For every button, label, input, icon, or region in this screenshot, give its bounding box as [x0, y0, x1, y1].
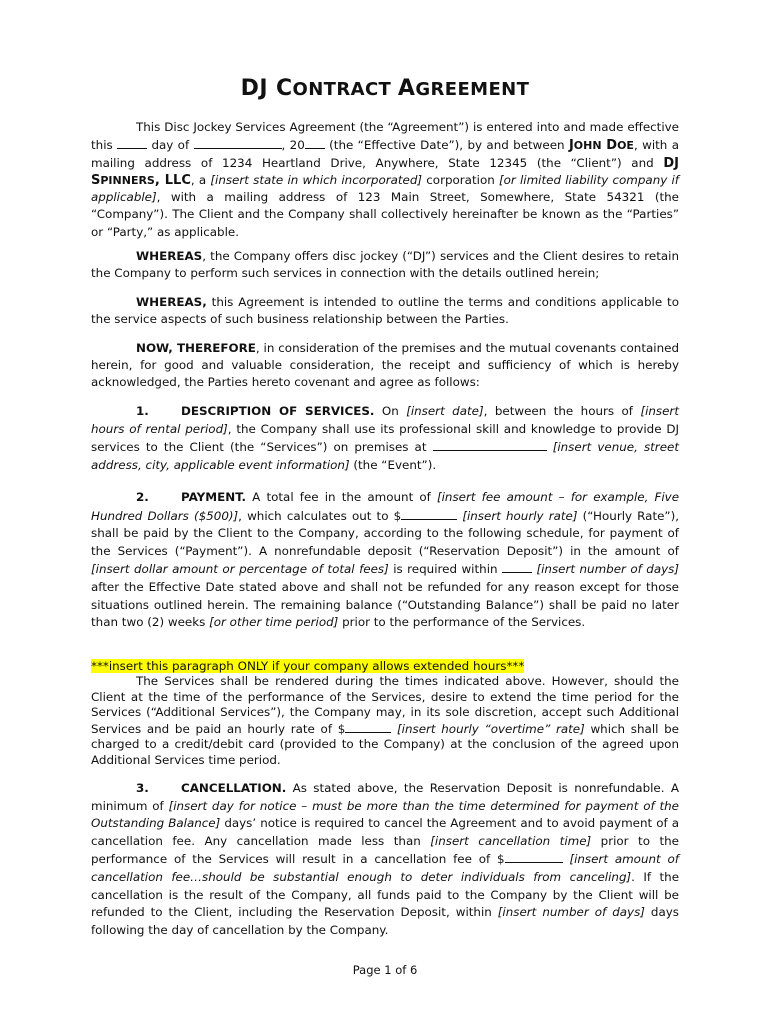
now-therefore-text: , in consideration of the premises and the mutual covenants contained herein, for good and valuable consideration, the receipt and sufficiency of which is hereby acknowledged, the Parties hereto covenant and agree as follows: — [91, 341, 679, 390]
section-1: 1. DESCRIPTION OF SERVICES. On [insert date], between the hours of [insert hours of rental period], the Company shall use its professional skill and knowledge to provide DJ services to the Client (the “Services”) on premises at [insert venue, street address, city, applicable event information] (the “Event”). — [91, 404, 679, 472]
extended-hours-note: ***insert this paragraph ONLY if your company allows extended hours*** — [91, 659, 525, 673]
llc-placeholder: [or limited liability company if applicable] — [91, 172, 679, 205]
hours-placeholder: [insert hours of rental period] — [91, 404, 679, 436]
venue-placeholder: [insert venue, street address, city, applicable event information] — [91, 440, 679, 472]
premises-blank[interactable] — [433, 438, 547, 451]
deposit-placeholder: [insert dollar amount or percentage of total fees] — [91, 562, 389, 577]
cancellation-fee-blank[interactable] — [505, 850, 563, 863]
days-placeholder: [insert number of days] — [536, 562, 680, 577]
document-title — [0, 76, 770, 101]
section-number: 2. — [136, 490, 149, 504]
date-placeholder: [insert date] — [406, 404, 484, 418]
whereas-paragraph-2 — [91, 294, 679, 339]
day-blank[interactable] — [117, 136, 147, 149]
whereas-paragraph-1 — [91, 248, 679, 293]
section-number: 3. — [136, 781, 149, 795]
days-blank[interactable] — [502, 560, 532, 573]
month-blank[interactable] — [194, 136, 282, 149]
cancellation-time-placeholder: [insert cancellation time] — [430, 833, 592, 848]
section-heading: PAYMENT. — [181, 490, 247, 504]
year-blank[interactable] — [305, 136, 325, 149]
title-text: GREEMENT — [415, 79, 530, 100]
whereas-text: , the Company offers disc jockey (“DJ”) services and the Client desires to retain the Company to perform such services in connection with the details outlined herein; — [91, 249, 679, 281]
section-3: 3. CANCELLATION. As stated above, the Reservation Deposit is nonrefundable. A minimum of [insert day for notice – must be more than the time determined for payment of the Outstanding Balance] days’ notice is required to cancel the Agreement and to avoid payment of a cancellation fee. Any cancellation made less than [insert cancellation time] prior to the performance of the Services will result in a cancellation fee of $ [insert amount of cancellation fee…should be substantial enough to deter individuals from canceling]. If the cancellation is the result of the Company, all funds paid to the Company by the Client will be refunded to the Client, including the Reservation Deposit, within [insert number of days] days following the day of cancellation by the Company. — [91, 781, 680, 937]
whereas-label: WHEREAS, — [136, 295, 207, 309]
whereas-text: this Agreement is intended to outline the terms and conditions applicable to the service aspects of such business relationship between the Parties. — [91, 295, 679, 327]
period-placeholder: [or other time period] — [209, 615, 339, 630]
rate-placeholder: [insert hourly rate] — [462, 508, 578, 523]
page-number: Page 1 of 6 — [352, 963, 418, 977]
section-heading: DESCRIPTION OF SERVICES. — [181, 404, 375, 418]
extended-hours-section: ***insert this paragraph ONLY if your company allows extended hours*** The Services shall be rendered during the times indicated above. However, should the Client at the time of the performance of the Services, desire to extend the time period for the Services (“Additional Services”), the Company may, in its sole discretion, accept such Additional Services and be paid an hourly rate of $ [insert hourly “overtime” rate] which shall be charged to a credit/debit card (provided to the Company) at the conclusion of the agreed upon Additional Services time period. — [91, 659, 679, 767]
now-therefore-paragraph — [91, 340, 679, 402]
intro-text: This Disc Jockey Services Agreement (the “Agreement”) is entered into and made effective this day of , 20 (the “Effective Date”), by and between JOHN DOE, with a mailing address of 1234 Heartland Drive, Anywhere, State 12345 (the “Client”) and DJ SPINNERS, LLC, a [insert state in which incorporated] corporation [or limited liability company if applicable], with a mailing address of 123 Main Street, Somewhere, State 54321 (the “Company”). The Client and the Company shall collectively hereinafter be known as the “Parties” or “Party,” as applicable. — [91, 120, 679, 239]
state-placeholder: [insert state in which incorporated] — [210, 172, 423, 187]
overtime-placeholder: [insert hourly “overtime” rate] — [397, 722, 585, 737]
company-name: DJ SPINNERS, LLC — [91, 155, 679, 188]
cancellation-fee-placeholder: [insert amount of cancellation fee…should be substantial enough to deter individuals from canceling] — [91, 852, 679, 884]
client-name: JOHN DOE — [568, 138, 634, 154]
section-heading: CANCELLATION. — [181, 781, 287, 795]
title-text: A — [397, 76, 416, 101]
hourly-rate-blank[interactable] — [401, 507, 457, 520]
fee-placeholder: [insert fee amount – for example, Five Hundred Dollars ($500)] — [91, 490, 680, 523]
now-therefore-label: NOW, THEREFORE — [136, 341, 256, 355]
title-text: DJ — [240, 76, 276, 101]
whereas-label: WHEREAS — [136, 249, 203, 263]
refund-days-placeholder: [insert number of days] — [497, 905, 645, 920]
title-text: C — [275, 76, 293, 101]
section-number: 1. — [136, 404, 149, 418]
notice-placeholder: [insert day for notice – must be more than the time determined for payment of the Outstanding Balance] — [91, 798, 680, 831]
title-text: ONTRACT — [292, 79, 398, 100]
overtime-rate-blank[interactable] — [345, 720, 391, 733]
intro-paragraph — [91, 119, 679, 252]
section-2: 2. PAYMENT. A total fee in the amount of [insert fee amount – for example, Five Hundred Dollars ($500)], which calculates out to $ [insert hourly rate] (“Hourly Rate”), shall be paid by the Client to the Company, according to the following schedule, for payment of the Services (“Payment”). A nonrefundable deposit (“Reservation Deposit”) in the amount of [insert dollar amount or percentage of total fees] is required within [insert number of days] after the Effective Date stated above and shall not be refunded for any reason except for those situations outlined herein. The remaining balance (“Outstanding Balance”) shall be paid no later than two (2) weeks [or other time period] prior to the performance of the Services. — [91, 490, 680, 630]
